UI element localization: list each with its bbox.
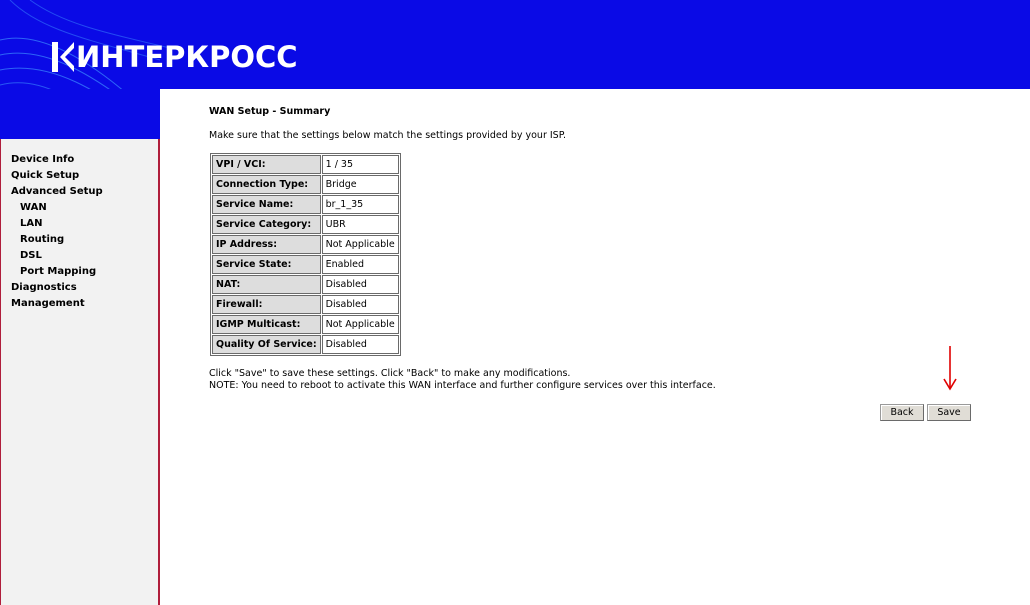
summary-table [210,153,401,356]
save-button[interactable]: Save [927,404,971,421]
intro-text: Make sure that the settings below match the settings provided by your ISP. [209,130,566,141]
sidebar-item-dsl[interactable]: DSL [20,250,42,261]
sidebar-item-device-info[interactable]: Device Info [11,154,75,165]
row-label: Connection Type: [212,175,321,194]
save-instruction-text: Click "Save" to save these settings. Click "Back" to make any modifications. [209,368,571,379]
table-row [212,155,399,174]
row-label: VPI / VCI: [212,155,321,174]
row-value: 1 / 35 [322,155,399,174]
row-value: Not Applicable [322,315,399,334]
arrow-down-icon [940,345,960,391]
row-value: Disabled [322,295,399,314]
back-button[interactable]: Back [880,404,924,421]
header-banner [0,0,1030,89]
sidebar-item-lan[interactable]: LAN [20,218,43,229]
row-label: NAT: [212,275,321,294]
sidebar-menu [1,139,158,312]
row-value: Disabled [322,335,399,354]
row-label: Quality Of Service: [212,335,321,354]
sidebar-header-decoration [0,89,160,139]
reboot-note-text: NOTE: You need to reboot to activate this WAN interface and further configure services over this interface. [209,380,716,391]
table-row [212,195,399,214]
sidebar-item-diagnostics[interactable]: Diagnostics [11,282,77,293]
logo-mark-icon [52,42,74,72]
row-label: Service Name: [212,195,321,214]
row-value: Enabled [322,255,399,274]
table-row [212,235,399,254]
row-value: br_1_35 [322,195,399,214]
table-row [212,255,399,274]
row-value: UBR [322,215,399,234]
page-title: WAN Setup - Summary [209,106,331,117]
sidebar-item-wan[interactable]: WAN [20,202,47,213]
row-value: Disabled [322,275,399,294]
row-value: Bridge [322,175,399,194]
table-row [212,215,399,234]
sidebar-item-quick-setup[interactable]: Quick Setup [11,170,80,181]
table-row [212,335,399,354]
row-label: IGMP Multicast: [212,315,321,334]
sidebar-item-management[interactable]: Management [11,298,85,309]
sidebar [0,139,160,605]
logo-text: ИНТЕРКРОСС [76,40,298,74]
table-row [212,275,399,294]
row-label: IP Address: [212,235,321,254]
row-label: Service State: [212,255,321,274]
sidebar-item-port-mapping[interactable]: Port Mapping [20,266,97,277]
row-label: Firewall: [212,295,321,314]
logo [52,40,298,74]
table-row [212,315,399,334]
row-label: Service Category: [212,215,321,234]
row-value: Not Applicable [322,235,399,254]
table-row [212,175,399,194]
sidebar-item-routing[interactable]: Routing [20,234,65,245]
table-row [212,295,399,314]
sidebar-item-advanced-setup[interactable]: Advanced Setup [11,186,103,197]
